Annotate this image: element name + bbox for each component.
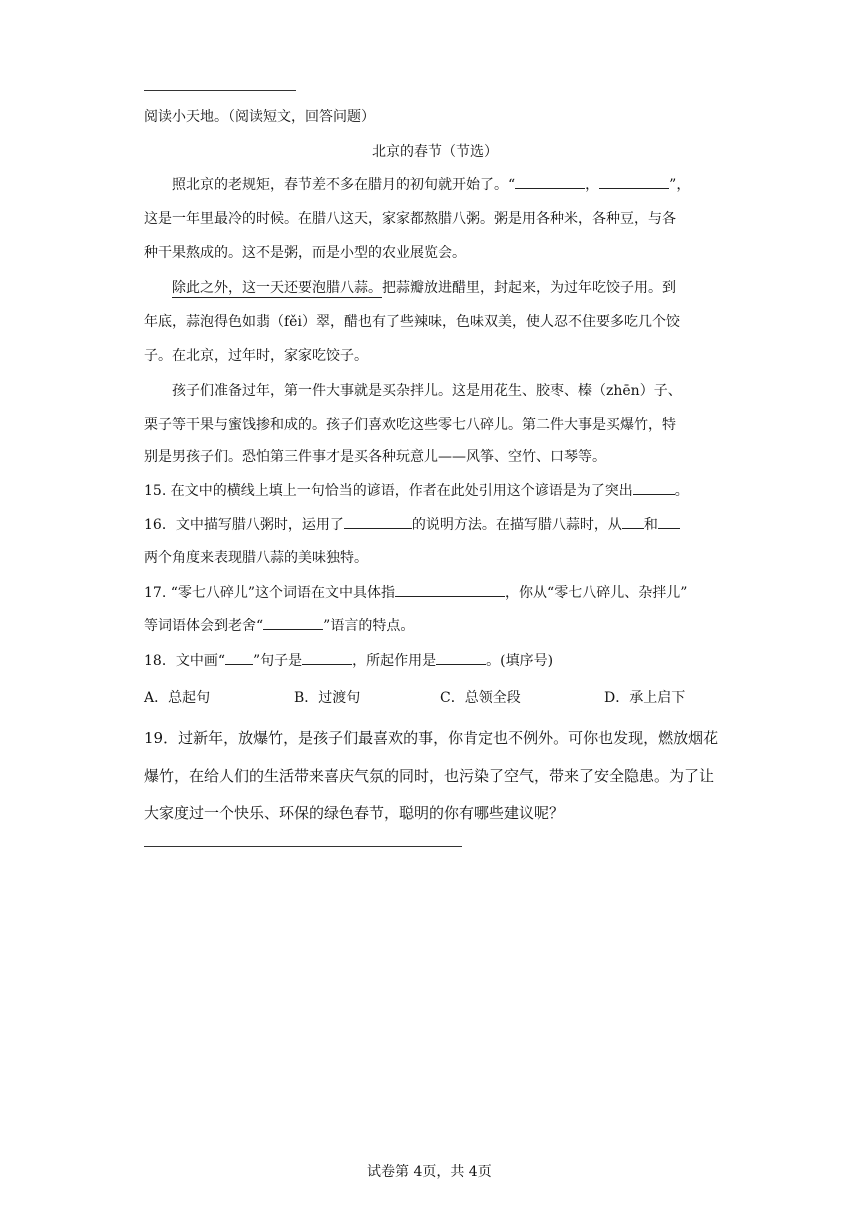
passage-title: 北京的春节（节选）	[372, 144, 498, 160]
q18-text-b: ”句子是	[252, 653, 303, 669]
passage-p1-text-a: 照北京的老规矩，春节差不多在腊月的初旬就开始了。“	[172, 177, 516, 193]
reading-intro: 阅读小天地。（阅读短文，回答问题）	[144, 109, 375, 125]
question-16-line1	[144, 514, 680, 534]
question-18	[144, 650, 553, 670]
proverb-blank-1[interactable]	[515, 174, 585, 189]
passage-p1-line3: 种干果熬成的。这不是粥，而是小型的农业展览会。	[144, 245, 466, 261]
q18-option-c[interactable]: C．总领全段	[440, 690, 521, 706]
passage-p1-sep: ，	[585, 177, 600, 193]
q16-blank-angle-2[interactable]	[658, 514, 680, 529]
q17-blank-meaning[interactable]	[395, 582, 505, 597]
q16-text-c: 和	[643, 517, 658, 533]
passage-p2-rest: 把蒜瓣放进醋里，封起来，为过年吃饺子用。到	[382, 280, 676, 296]
q17-text-l2a: 等词语体会到老舍“	[144, 618, 264, 634]
q16-text-a: 16．文中描写腊八粥时，运用了	[144, 517, 344, 533]
passage-p1-line1	[172, 174, 690, 194]
question-19-line1: 19．过新年，放爆竹，是孩子们最喜欢的事，你肯定也不例外。可你也发现，燃放烟花	[144, 729, 719, 747]
question-19-line3: 大家度过一个快乐、环保的绿色春节，聪明的你有哪些建议呢？	[144, 804, 565, 822]
passage-p3-line2: 栗子等干果与蜜饯掺和成的。孩子们喜欢吃这些零七八碎儿。第二件大事是买爆竹，特	[144, 417, 676, 433]
page-footer: 试卷第 4页，共 4页	[367, 1164, 492, 1180]
q18-option-a[interactable]: A．总起句	[144, 690, 211, 706]
q15-text: 15. 在文中的横线上填上一句恰当的谚语，作者在此处引用这个谚语是为了突出	[144, 483, 633, 499]
q17-text-l2b: ”语言的特点。	[323, 618, 415, 634]
q17-text-b: ，你从“零七八碎儿、杂拌儿”	[505, 585, 688, 601]
passage-p1-line2: 这是一年里最冷的时候。在腊八这天，家家都熬腊八粥。粥是用各种米，各种豆，与各	[144, 211, 676, 227]
question-15	[144, 480, 689, 500]
question-17-line1	[144, 582, 687, 602]
q18-blank-function[interactable]	[436, 650, 486, 665]
passage-p2-line3: 子。在北京，过年时，家家吃饺子。	[144, 348, 368, 364]
passage-p3-line1: 孩子们准备过年，第一件大事就是买杂拌儿。这是用花生、胶枣、榛（zhēn）子、	[172, 383, 682, 399]
question-19-line2: 爆竹，在给人们的生活带来喜庆气氛的同时，也污染了空气，带来了安全隐患。为了让	[144, 767, 715, 785]
q18-option-d[interactable]: D．承上启下	[604, 690, 686, 706]
passage-p2-line2: 年底，蒜泡得色如翡（fěi）翠，醋也有了些辣味，色味双美，使人忍不住要多吃几个饺	[144, 314, 680, 330]
q17-blank-feature[interactable]	[263, 615, 323, 630]
q18-option-b[interactable]: B．过渡句	[294, 690, 361, 706]
q18-blank-sentence[interactable]	[302, 650, 352, 665]
q19-answer-line[interactable]	[144, 846, 462, 847]
q16-blank-method[interactable]	[344, 514, 412, 529]
proverb-blank-2[interactable]	[599, 174, 669, 189]
q18-underline-mark	[225, 650, 253, 665]
passage-p3-line3: 别是男孩子们。恐怕第三件事才是买各种玩意儿——风筝、空竹、口琴等。	[144, 449, 606, 465]
q16-text-b: 的说明方法。在描写腊八蒜时，从	[411, 517, 622, 533]
q18-text-c: ，所起作用是	[352, 653, 437, 669]
q15-end: 。	[674, 483, 689, 499]
passage-p2-line1	[172, 277, 676, 297]
q18-text-d: 。(填序号)	[486, 653, 554, 669]
q15-answer-blank[interactable]	[633, 480, 675, 495]
top-answer-line	[144, 90, 296, 91]
passage-p1-text-b: ”，	[669, 177, 691, 193]
question-17-line2	[144, 615, 414, 635]
q17-text-a: 17. “零七八碎儿”这个词语在文中具体指	[144, 585, 396, 601]
q18-text-a: 18．文中画“	[144, 653, 225, 669]
q16-blank-angle-1[interactable]	[622, 514, 644, 529]
question-16-line2: 两个角度来表现腊八蒜的美味独特。	[144, 550, 368, 566]
underlined-sentence: 除此之外，这一天还要泡腊八蒜。	[172, 280, 382, 296]
